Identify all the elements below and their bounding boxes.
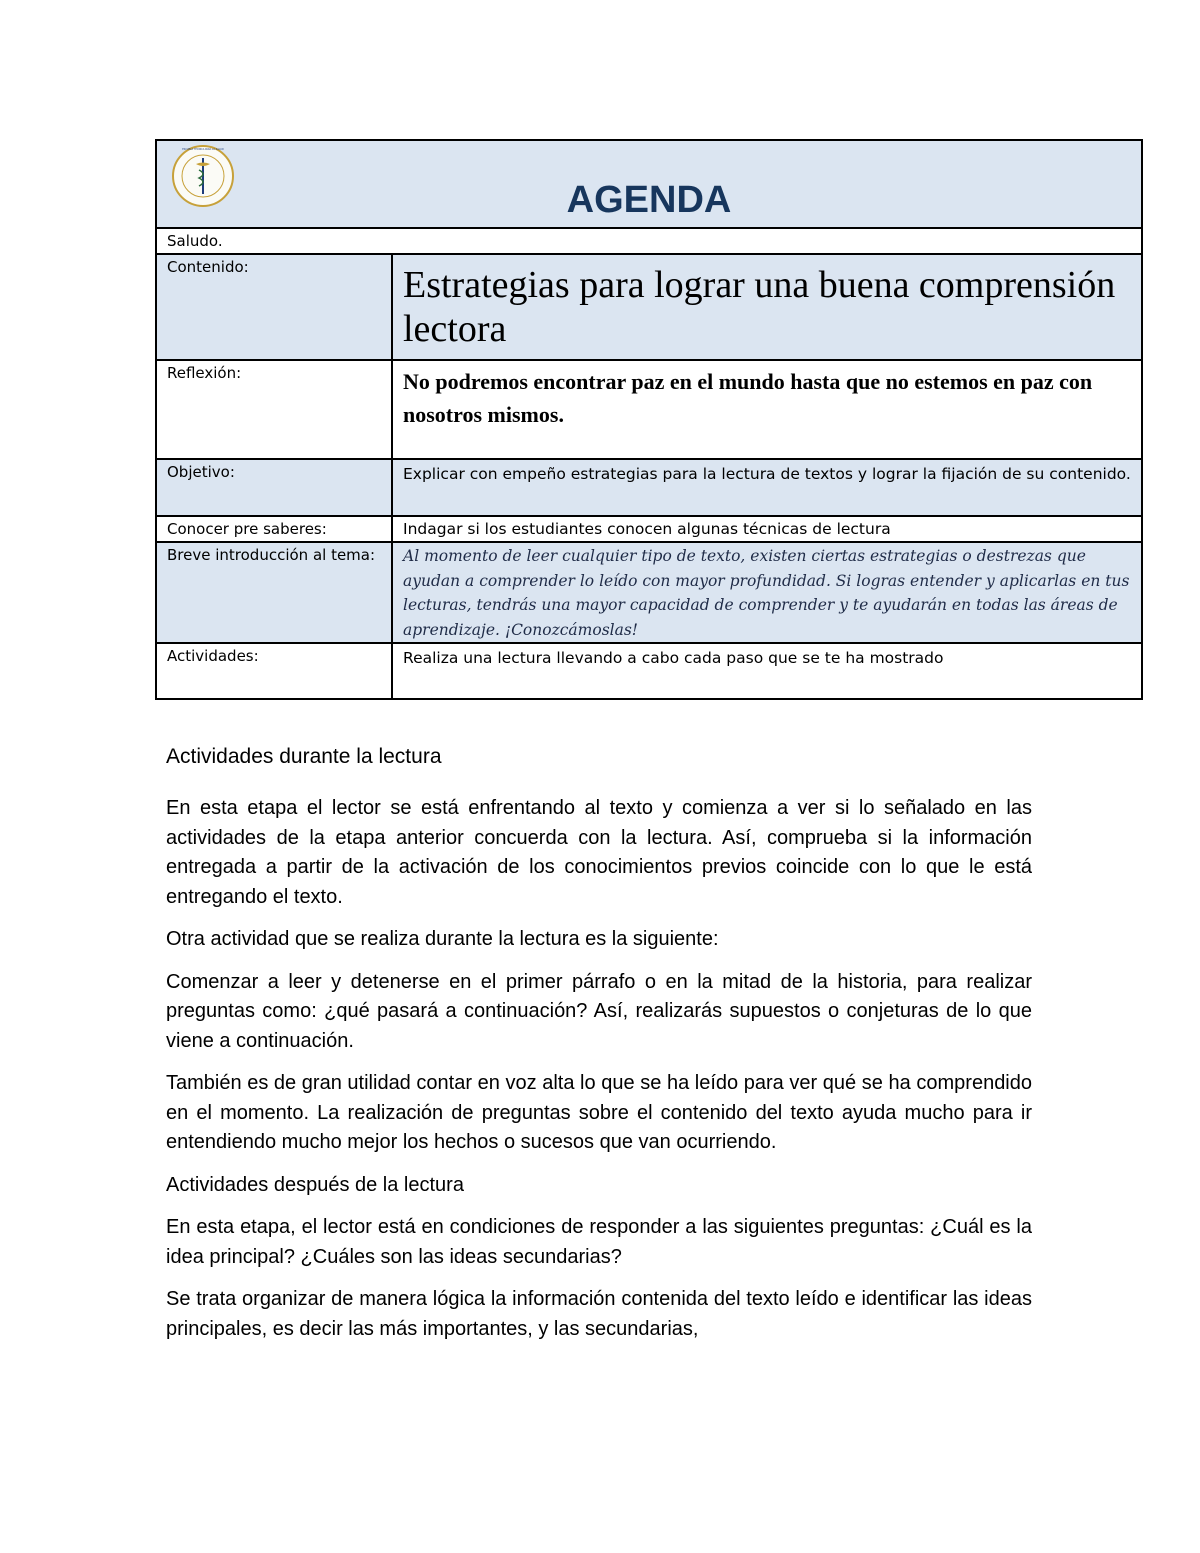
contenido-label: Contenido: — [156, 254, 392, 360]
paragraph-3: Comenzar a leer y detenerse en el primer párrafo o en la mitad de la historia, para realizar preguntas como: ¿qué pasará a continuación? Así, realizarás supuestos o conjeturas de lo que viene a continuación. — [166, 970, 1032, 1052]
agenda-table — [155, 139, 1143, 700]
reading-section — [166, 740, 1032, 1357]
objetivo-value: Explicar con empeño estrategias para la lectura de textos y lograr la fijación de su contenido. — [392, 459, 1142, 516]
objetivo-label: Objetivo: — [156, 459, 392, 516]
paragraph-2: Otra actividad que se realiza durante la lectura es la siguiente: — [166, 928, 719, 950]
contenido-value: Estrategias para lograr una buena comprensión lectora — [392, 254, 1142, 360]
breve-label: Breve introducción al tema: — [156, 542, 392, 643]
paragraph-6: En esta etapa, el lector está en condiciones de responder a las siguientes preguntas: ¿Cuál es la idea principal? ¿Cuáles son las ideas secundarias? — [166, 1216, 1032, 1268]
saludo-label: Saludo. — [156, 228, 1142, 254]
conocer-value: Indagar si los estudiantes conocen algunas técnicas de lectura — [392, 516, 1142, 542]
conocer-label: Conocer pre saberes: — [156, 516, 392, 542]
breve-value: Al momento de leer cualquier tipo de texto, existen ciertas estrategias o destrezas que ayudan a comprender lo leído con mayor profundidad. Si logras entender y aplicarlas en tus lecturas, tendrás una mayor capacidad de comprender y te ayudarán en todas las áreas de aprendizaje. ¡Conozcámoslas! — [392, 542, 1142, 643]
paragraph-7: Se trata organizar de manera lógica la información contenida del texto leído e identificar las ideas principales, es decir las más importantes, y las secundarias, — [166, 1288, 1032, 1340]
paragraph-5: Actividades después de la lectura — [166, 1173, 464, 1196]
paragraph-1: En esta etapa el lector se está enfrentando al texto y comienza a ver si lo señalado en las actividades de la etapa anterior concuerda con la lectura. Así, comprueba si la información entregada a partir de la activación de los conocimientos previos coincide con lo que le está entregando el texto. — [166, 797, 1032, 908]
actividades-value: Realiza una lectura llevando a cabo cada paso que se te ha mostrado — [392, 643, 1142, 699]
agenda-title: AGENDA — [566, 179, 732, 221]
agenda-header — [156, 140, 1142, 228]
reflexion-label: Reflexión: — [156, 360, 392, 459]
actividades-label: Actividades: — [156, 643, 392, 699]
reflexion-value: No podremos encontrar paz en el mundo hasta que no estemos en paz con nosotros mismos. — [392, 360, 1142, 459]
paragraph-4: También es de gran utilidad contar en voz alta lo que se ha leído para ver qué se ha comprendido en el momento. La realización de preguntas sobre el contenido del texto ayuda mucho para ir entendiendo mucho mejor los hechos o sucesos que van ocurriendo. — [166, 1072, 1032, 1153]
logo-text: ESCUELA TÉCNICA PARA LA SALUD — [182, 148, 224, 151]
section-heading: Actividades durante la lectura — [166, 745, 442, 768]
